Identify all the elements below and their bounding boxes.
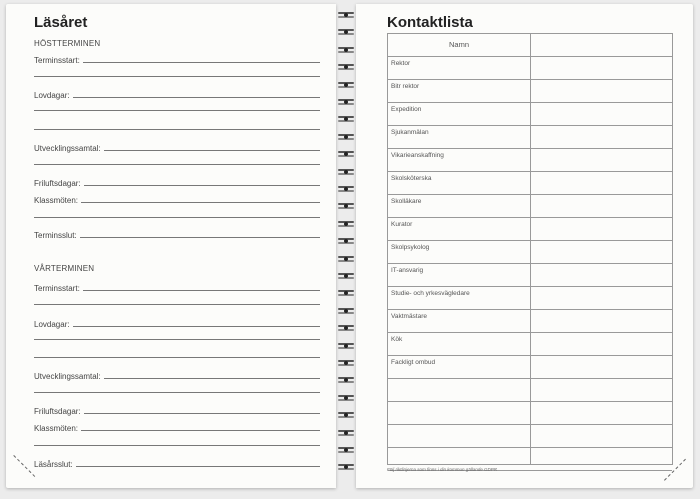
- spring-outdoor-days-label: Friluftsdagar:: [34, 407, 81, 416]
- writing-line[interactable]: [34, 129, 320, 130]
- autumn-dev-talks-label: Utvecklingssamtal:: [34, 144, 101, 153]
- contact-role-label: Rektor: [391, 60, 411, 67]
- binding-ring: [338, 203, 354, 209]
- writing-line[interactable]: [34, 339, 320, 340]
- autumn-term-start-field[interactable]: [34, 53, 320, 65]
- table-row[interactable]: [388, 402, 672, 425]
- table-row[interactable]: [388, 241, 672, 264]
- contact-role-label: Studie- och yrkesvägledare: [391, 290, 470, 297]
- autumn-term-start-label: Terminsstart:: [34, 56, 80, 65]
- spring-class-meetings-field[interactable]: [34, 421, 320, 433]
- binding-ring: [338, 134, 354, 140]
- binding-ring: [338, 360, 354, 366]
- binding-ring: [338, 221, 354, 227]
- spring-term-start-label: Terminsstart:: [34, 284, 80, 293]
- table-row[interactable]: [388, 57, 672, 80]
- autumn-term-end-field[interactable]: [34, 228, 320, 240]
- binding-ring: [338, 447, 354, 453]
- binding-ring: [338, 308, 354, 314]
- contact-role-label: Skolläkare: [391, 198, 422, 205]
- contact-table: [387, 33, 673, 465]
- table-header-row: [388, 34, 672, 57]
- contact-role-label: Fackligt ombud: [391, 359, 436, 366]
- contact-role-label: Expedition: [391, 106, 422, 113]
- page-title-school-year: Läsåret: [34, 14, 88, 31]
- table-row[interactable]: [388, 425, 672, 448]
- autumn-class-meetings-label: Klassmöten:: [34, 196, 79, 205]
- binding-ring: [338, 151, 354, 157]
- table-row[interactable]: [388, 172, 672, 195]
- contact-role-label: Skolpsykolog: [391, 244, 430, 251]
- writing-line[interactable]: [34, 445, 320, 446]
- binding-ring: [338, 290, 354, 296]
- table-row[interactable]: [388, 310, 672, 333]
- writing-line[interactable]: [34, 357, 320, 358]
- binding-ring: [338, 256, 354, 262]
- binding-ring: [338, 464, 354, 470]
- name-column-header: Namn: [448, 40, 469, 49]
- table-row[interactable]: [388, 264, 672, 287]
- left-page: [6, 4, 336, 488]
- writing-line[interactable]: [34, 76, 320, 77]
- binding-ring: [338, 343, 354, 349]
- contact-role-label: Vikarieanskaffning: [391, 152, 444, 159]
- binding-ring: [338, 412, 354, 418]
- spring-term-heading: VÅRTERMINEN: [34, 264, 95, 273]
- spring-class-meetings-label: Klassmöten:: [34, 424, 79, 433]
- table-row[interactable]: [388, 356, 672, 379]
- page-title-contact-list: Kontaktlista: [387, 14, 473, 31]
- writing-line[interactable]: [34, 217, 320, 218]
- binding-ring: [338, 430, 354, 436]
- binding-ring: [338, 99, 354, 105]
- contact-role-label: IT-ansvarig: [391, 267, 424, 274]
- spring-year-end-field[interactable]: [34, 457, 320, 469]
- autumn-class-meetings-field[interactable]: [34, 193, 320, 205]
- writing-line[interactable]: [34, 164, 320, 165]
- autumn-free-days-label: Lovdagar:: [34, 91, 70, 100]
- autumn-dev-talks-field[interactable]: [34, 141, 320, 153]
- spring-free-days-field[interactable]: [34, 317, 320, 329]
- table-row[interactable]: [388, 218, 672, 241]
- contact-role-label: Bitr rektor: [391, 83, 420, 90]
- writing-line[interactable]: [34, 304, 320, 305]
- spring-free-days-label: Lovdagar:: [34, 320, 70, 329]
- contact-role-label: Skolsköterska: [391, 175, 432, 182]
- autumn-term-heading: HÖSTTERMINEN: [34, 39, 101, 48]
- binding-ring: [338, 395, 354, 401]
- contact-role-label: Sjukanmälan: [391, 129, 429, 136]
- binding-ring: [338, 377, 354, 383]
- binding-ring: [338, 47, 354, 53]
- table-row[interactable]: [388, 80, 672, 103]
- table-row[interactable]: [388, 195, 672, 218]
- writing-line[interactable]: [34, 110, 320, 111]
- contact-role-label: Kurator: [391, 221, 413, 228]
- binding-ring: [338, 82, 354, 88]
- binding-ring: [338, 29, 354, 35]
- table-row[interactable]: [388, 126, 672, 149]
- table-row[interactable]: [388, 103, 672, 126]
- spiral-binding: [336, 4, 356, 488]
- autumn-outdoor-days-field[interactable]: [34, 176, 320, 188]
- binding-ring: [338, 186, 354, 192]
- spring-dev-talks-label: Utvecklingssamtal:: [34, 372, 101, 381]
- autumn-free-days-field[interactable]: [34, 88, 320, 100]
- table-row[interactable]: [388, 379, 672, 402]
- table-row[interactable]: [388, 333, 672, 356]
- binding-ring: [338, 12, 354, 18]
- binding-ring: [338, 64, 354, 70]
- contact-role-label: Kök: [391, 336, 403, 343]
- autumn-outdoor-days-label: Friluftsdagar:: [34, 179, 81, 188]
- spring-outdoor-days-field[interactable]: [34, 404, 320, 416]
- spring-year-end-label: Läsårsslut:: [34, 460, 73, 469]
- writing-line[interactable]: [34, 392, 320, 393]
- gdpr-footnote: Följ riktlinjerna som finns i din kommun gällande GDPR: [387, 467, 498, 472]
- binding-ring: [338, 169, 354, 175]
- contact-role-label: Vaktmästare: [391, 313, 428, 320]
- table-row[interactable]: [388, 287, 672, 310]
- right-page: [356, 4, 693, 488]
- binding-ring: [338, 238, 354, 244]
- binding-ring: [338, 116, 354, 122]
- binding-ring: [338, 273, 354, 279]
- spring-term-start-field[interactable]: [34, 281, 320, 293]
- spring-dev-talks-field[interactable]: [34, 369, 320, 381]
- table-row[interactable]: [388, 149, 672, 172]
- binding-ring: [338, 325, 354, 331]
- autumn-term-end-label: Terminsslut:: [34, 231, 77, 240]
